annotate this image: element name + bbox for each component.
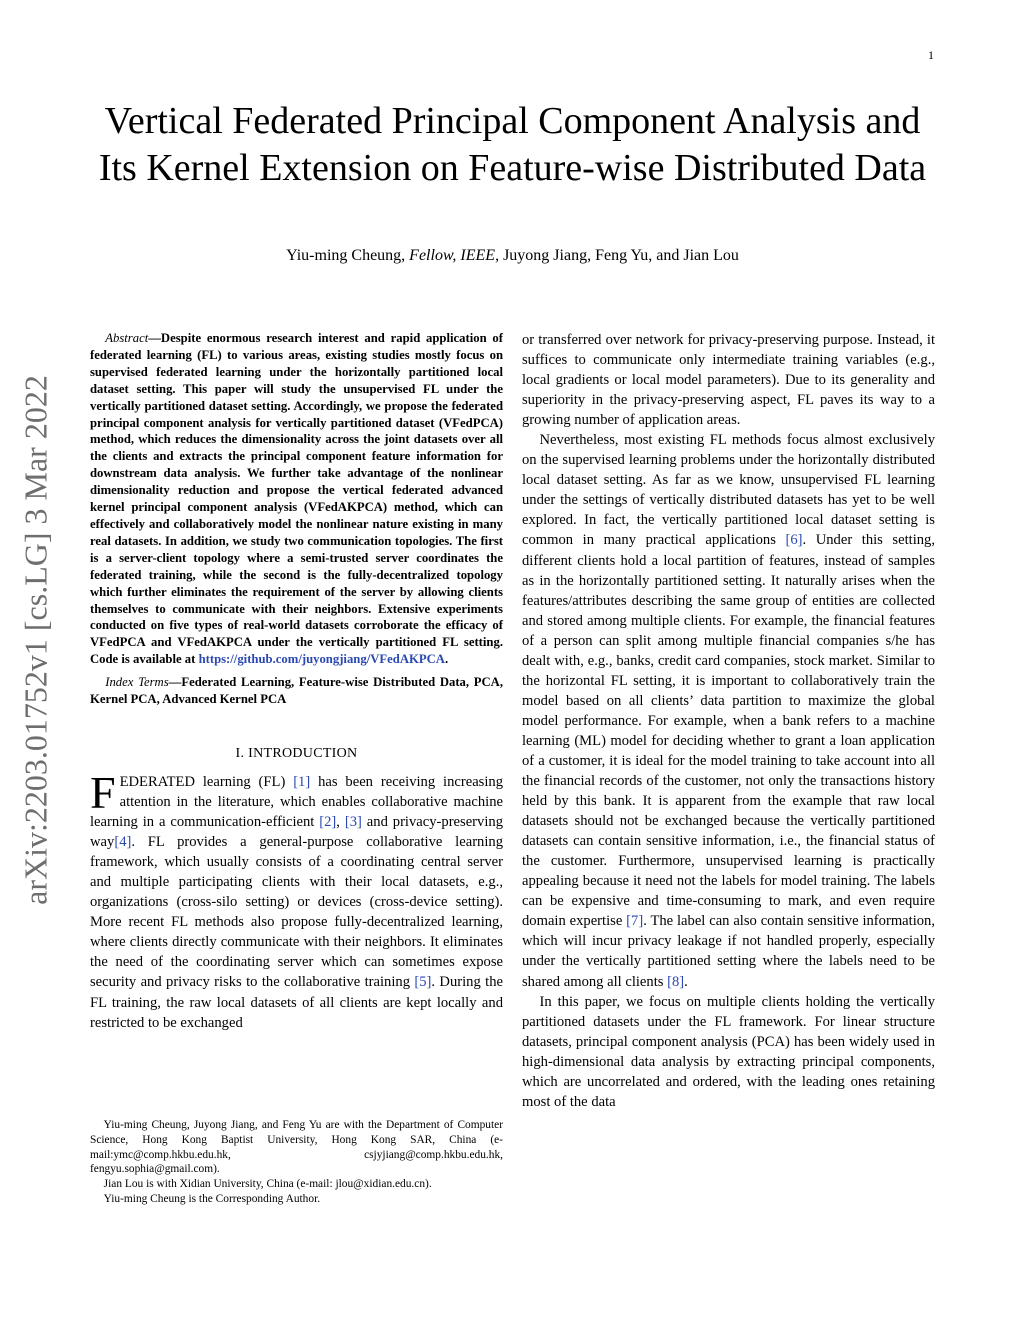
section-heading-introduction <box>90 744 503 764</box>
citation-link[interactable]: [5] <box>414 974 432 991</box>
paper-title: Vertical Federated Principal Component Analysis and Its Kernel Extension on Feature-wise Distributed Data <box>98 100 927 189</box>
citation-link[interactable]: [3] <box>344 814 362 831</box>
body-text: . <box>684 973 688 990</box>
abstract-label: Abstract <box>105 331 149 345</box>
section-number: I. <box>235 745 245 761</box>
drop-cap: F <box>90 766 116 818</box>
body-paragraph: In this paper, we focus on multiple clients holding the vertically partitioned datasets under the FL framework. For linear structure datasets, principal component analysis (PCA) has been widely used in high-dimensional data analysis by extracting principal components, which are uncorrelated and ordered, with the leading ones retaining most of the data <box>522 993 935 1110</box>
intro-text-2: has been receiving increasing attention in the literature, which enables collaborative machine learning in a communication-efficient <box>90 773 503 831</box>
citation-link[interactable]: [8] <box>667 973 685 990</box>
abstract <box>90 330 503 668</box>
page-number: 1 <box>928 48 934 62</box>
footnote-corresponding: Yiu-ming Cheung is the Corresponding Author. <box>103 1192 321 1205</box>
citation-link[interactable]: [1] <box>293 773 311 790</box>
citation-link[interactable]: [4] <box>114 834 132 851</box>
body-paragraph <box>522 430 935 991</box>
author-list <box>90 247 935 265</box>
abstract-end: . <box>444 652 449 667</box>
author-fellow-title: Fellow, IEEE <box>409 247 496 264</box>
intro-text-6: . During the FL training, the raw local datasets of all clients are kept locally and restricted to be exchanged <box>90 974 503 1031</box>
body-text: . Under this setting, different clients hold a local partition of features, instead of samples as in the horizontally partitioned setting. It naturally arises when the features/attributes describing the same group of entities are collected and stored among multiple clients. For example, the financial features of a person can split among multiple financial companies s/he has dealt with, e.g., banks, credit card companies, stock market. Similar to the horizontal FL setting, it is important to collaboratively train the model based on all clients’ data partition to maximize the global model performance. For example, when a bank refers to a machine learning (ML) model for deciding whether to grant a loan application of a customer, it is ideal for the model training to take account into all the financial records of the customer, not only the transactions history held by this bank. It is apparent from the example that raw local datasets should not be exchanged because the vertically partitioned datasets can contain sensitive information, i.e., the financial status of the customer. Furthermore, unsupervised learning is practically appealing because it need not the labels for model training. The labels can be expensive and time-consuming to mark, and even require domain expertise <box>522 532 935 930</box>
intro-text-1: EDERATED learning (FL) <box>119 773 294 790</box>
citation-link[interactable]: [6] <box>785 532 803 549</box>
code-link[interactable]: https://github.com/juyongjiang/VFedAKPCA <box>198 652 445 667</box>
intro-paragraph <box>90 766 503 1033</box>
body-text: . The label can also contain sensitive information, which will incur privacy leakage if not handled properly, especially under the vertically partitioned setting where the labels need to be shared among all clients <box>522 913 935 990</box>
intro-text-5: . FL provides a general-purpose collaborative learning framework, which usually consists of a coordinating central server and multiple participating clients with their local datasets, e.g., organizations (cross-silo setting) or devices (cross-device setting). More recent FL methods also propose fully-decentralized learning, where clients directly communicate with their neighbors. It eliminates the need of the coordinating server which can sometimes expose security and privacy risks to the collaborative training <box>90 834 503 991</box>
index-terms-text: —Federated Learning, Feature-wise Distributed Data, PCA, Kernel PCA, Advanced Kernel PCA <box>90 675 503 707</box>
footnote-affiliation-2: Jian Lou is with Xidian University, China (e-mail: jlou@xidian.edu.cn). <box>103 1178 432 1191</box>
body-paragraph: or transferred over network for privacy-preserving purpose. Instead, it suffices to communicate only intermediate training variables (e.g., local gradients or local model parameters). Due to its generality and superiority in the privacy-preserving aspect, FL paves its way to a growing number of application areas. <box>522 332 935 429</box>
index-terms <box>90 674 503 708</box>
arxiv-identifier: arXiv:2203.01752v1 [cs.LG] 3 Mar 2022 <box>17 375 54 905</box>
left-column <box>90 330 503 1033</box>
section-title-initial: I <box>248 745 254 761</box>
right-column <box>522 330 935 1112</box>
index-terms-label: Index Terms <box>105 675 169 690</box>
body-text: Nevertheless, most existing FL methods focus almost exclusively on the supervised learning problems under the horizontally distributed local dataset setting. As far as we know, unsupervised FL learning under the settings of vertically distributed datasets has yet to be well explored. In fact, the vertically partitioned local dataset setting is common in many practical applications <box>522 432 935 549</box>
authors-first: Yiu-ming Cheung, <box>286 247 406 264</box>
footnotes <box>90 1118 503 1207</box>
intro-text-4: and privacy-preserving way <box>90 814 503 851</box>
footnote-affiliation: Yiu-ming Cheung, Juyong Jiang, and Feng Yu are with the Department of Computer Science, Hong Kong Baptist University, Hong Kong SAR, China (e-mail:ymc@comp.hkbu.edu.hk, csjyjiang@comp.hkbu.edu.hk, fengyu.sophia@gmail.com). <box>90 1119 503 1176</box>
authors-rest: , Juyong Jiang, Feng Yu, and Jian Lou <box>495 247 739 264</box>
citation-link[interactable]: [2] <box>319 814 337 831</box>
citation-link[interactable]: [7] <box>626 913 644 930</box>
intro-text-3: , <box>336 814 345 831</box>
section-title-rest: NTRODUCTION <box>253 745 358 761</box>
abstract-text: —Despite enormous research interest and rapid application of federated learning (FL) to various areas, existing studies mostly focus on supervised federated learning under the horizontally partitioned local dataset setting. This paper will study the unsupervised FL under the vertically partitioned dataset setting. Accordingly, we propose the federated principal component analysis for vertically partitioned dataset (VFedPCA) method, which reduces the dimensionality across the joint datasets over all the clients and extracts the principal component feature information for downstream data analysis. We further take advantage of the nonlinear dimensionality reduction and propose the vertical federated advanced kernel principal component analysis (VFedAKPCA) method, which can effectively and collaboratively model the nonlinear nature existing in many real datasets. In addition, we study two communication topologies. The first is a server-client topology where a semi-trusted server coordinates the federated training, while the second is the fully-decentralized topology which further eliminates the requirement of the server by allowing clients themselves to communicate with their neighbors. Extensive experiments conducted on five types of real-world datasets corroborate the efficacy of VFedPCA and VFedAKPCA under the vertically partitioned FL setting. Code is available at <box>90 331 503 667</box>
